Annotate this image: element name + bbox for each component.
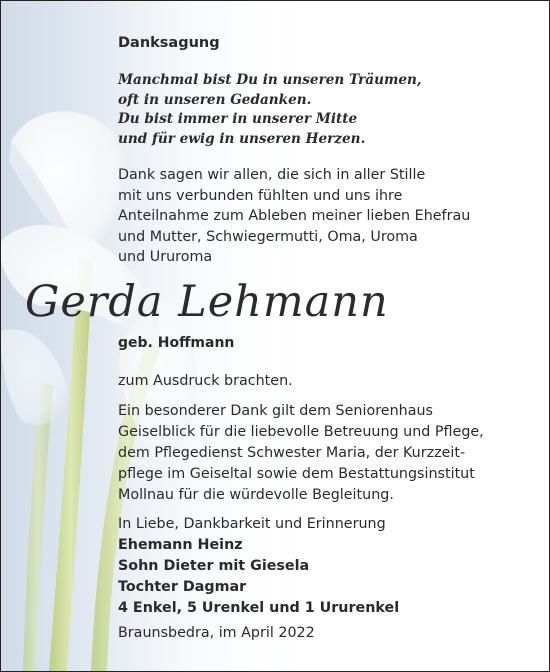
special-thanks-line: Ein besonderer Dank gilt dem Seniorenhaus [118, 403, 433, 419]
closing-intro: In Liebe, Dankbarkeit und Erinnerung [118, 516, 386, 532]
thanks-line: und Mutter, Schwiegermutti, Oma, Uroma [118, 228, 418, 245]
poem-line: und für ewig in unseren Herzen. [118, 130, 366, 147]
poem-line: Manchmal bist Du in unseren Träumen, [118, 72, 422, 88]
special-thanks-line: Geiselblick für die liebevolle Betreuung und Pflege, [118, 424, 484, 440]
special-thanks-line: dem Pflegedienst Schwester Maria, der Kurzzeit- [118, 445, 466, 461]
deceased-name: Gerda Lehmann [25, 277, 389, 327]
thanks-line: Anteilnahme zum Ableben meiner lieben Ehefrau [118, 208, 471, 224]
expression-line: zum Ausdruck brachten. [118, 373, 293, 389]
poem-verse [118, 71, 422, 149]
special-thanks-line: Mollnau für die würdevolle Begleitung. [118, 487, 394, 503]
family-member: Tochter Dagmar [118, 579, 247, 595]
family-member: Sohn Dieter mit Giesela [118, 558, 310, 574]
poem-line: Du bist immer in unserer Mitte [118, 111, 358, 127]
thanks-line: und Ururoma [118, 249, 213, 265]
special-thanks-line: pflege im Geiseltal sowie dem Bestattungsinstitut [118, 466, 475, 482]
poem-line: oft in unseren Gedanken. [118, 91, 312, 108]
thanks-line: Dank sagen wir allen, die sich in aller Stille [118, 167, 426, 183]
thanks-paragraph [118, 165, 470, 268]
family-member: 4 Enkel, 5 Urenkel und 1 Ururenkel [118, 600, 400, 616]
closing-signature [118, 514, 399, 619]
family-member: Ehemann Heinz [118, 537, 243, 553]
place-date: Braunsbedra, im April 2022 [118, 625, 315, 641]
thanks-line: mit uns verbunden fühlten und uns ihre [118, 187, 403, 204]
maiden-name: geb. Hoffmann [118, 335, 235, 351]
heading: Danksagung [118, 35, 220, 51]
special-thanks-paragraph [118, 401, 484, 506]
